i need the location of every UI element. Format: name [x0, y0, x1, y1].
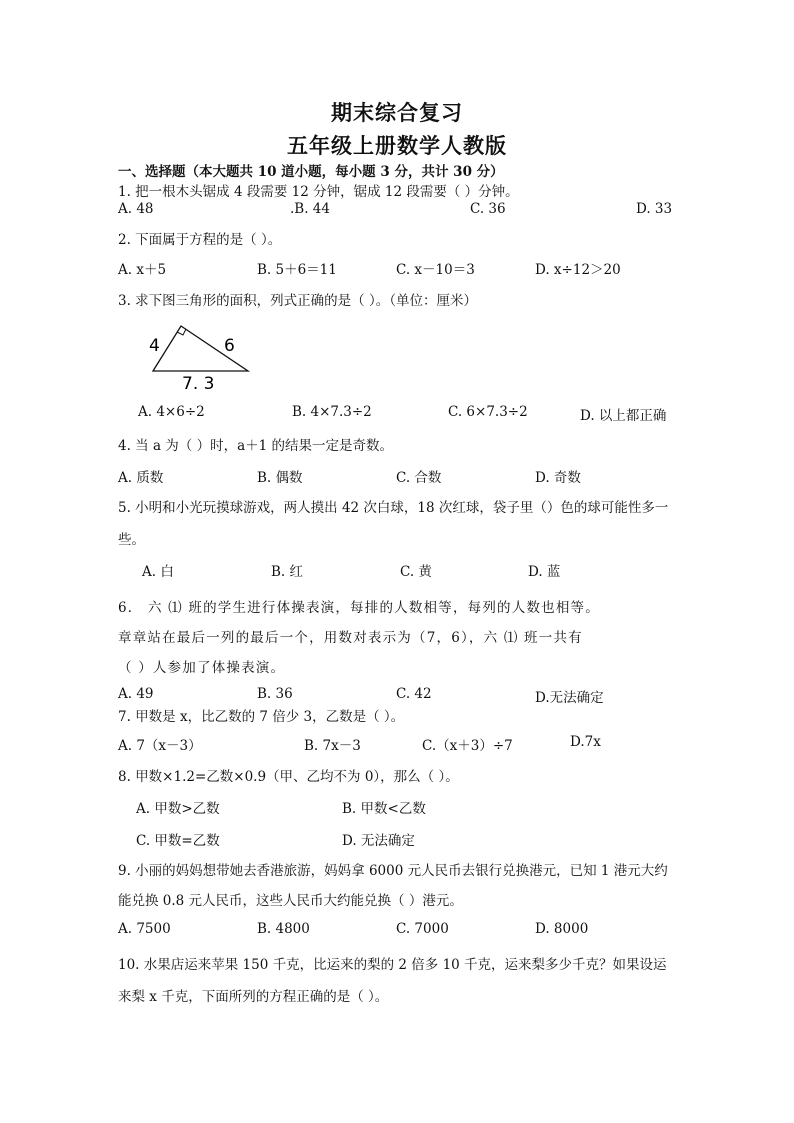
question-8-option-a: A. 甲数>乙数 — [136, 801, 220, 817]
question-9-stem-line-2: 能兑换 0.8 元人民币，这些人民币大约能兑换（ ）港元。 — [118, 893, 463, 909]
question-4-option-b: B. 偶数 — [257, 470, 303, 486]
question-9-stem-line-1: 9. 小丽的妈妈想带她去香港旅游，妈妈拿 6000 元人民币去银行兑换港元，已知 1 港元大约 — [118, 863, 668, 879]
document-title: 期末综合复习 — [331, 100, 463, 125]
question-5-option-d: D. 蓝 — [528, 564, 561, 580]
question-6-stem-line-3: （ ）人参加了体操表演。 — [118, 660, 286, 676]
question-6-option-d: D.无法确定 — [535, 690, 604, 706]
triangle-side-left-label: 4 — [149, 336, 160, 356]
question-2-option-a: A. x＋5 — [118, 262, 167, 278]
triangle-side-right-label: 6 — [224, 336, 235, 356]
document-subtitle: 五年级上册数学人教版 — [287, 133, 507, 158]
question-3-option-b: B. 4×7.3÷2 — [292, 404, 372, 420]
question-3-stem: 3. 求下图三角形的面积，列式正确的是（ ）。（单位：厘米） — [118, 293, 477, 309]
question-9-option-d: D. 8000 — [535, 921, 589, 937]
question-2-option-d: D. x÷12＞20 — [535, 262, 621, 278]
question-7-option-a: A. 7（x－3） — [118, 738, 202, 754]
question-5-stem-line-1: 5. 小明和小光玩摸球游戏，两人摸出 42 次白球，18 次红球，袋子里（）色的球可能性多一 — [118, 500, 669, 516]
question-8-option-d: D. 无法确定 — [342, 833, 415, 849]
question-7-option-c: C.（x＋3）÷7 — [422, 738, 513, 754]
question-1-option-a: A. 48 — [118, 201, 154, 217]
question-5-stem-line-2: 些。 — [118, 532, 145, 548]
question-5-option-a: A. 白 — [142, 564, 174, 580]
question-6-option-b: B. 36 — [257, 686, 293, 702]
question-3-option-a: A. 4×6÷2 — [138, 404, 205, 420]
question-9-option-b: B. 4800 — [257, 921, 310, 937]
question-4-option-c: C. 合数 — [396, 470, 442, 486]
question-1-option-c: C. 36 — [470, 201, 506, 217]
question-2-stem: 2. 下面属于方程的是（ ）。 — [118, 232, 282, 248]
triangle-base-label: 7. 3 — [182, 374, 215, 394]
question-3-option-c: C. 6×7.3÷2 — [448, 404, 528, 420]
question-10-stem-line-2: 来梨 x 千克，下面所列的方程正确的是（ ）。 — [118, 989, 389, 1005]
question-7-stem: 7. 甲数是 x，比乙数的 7 倍少 3，乙数是（ ）。 — [118, 709, 405, 725]
question-5-option-c: C. 黄 — [400, 564, 432, 580]
question-9-option-c: C. 7000 — [396, 921, 449, 937]
question-1-option-b: .B. 44 — [290, 201, 330, 217]
question-1-stem: 1. 把一根木头锯成 4 段需要 12 分钟，锯成 12 段需要（ ）分钟。 — [118, 184, 519, 200]
question-6-stem-line-1: 6． 六 ⑴ 班的学生进行体操表演，每排的人数相等，每列的人数也相等。 — [118, 600, 600, 616]
question-4-stem: 4. 当 a 为（ ）时，a＋1 的结果一定是奇数。 — [118, 438, 394, 454]
question-8-option-c: C. 甲数=乙数 — [136, 833, 220, 849]
question-1-option-d: D. 33 — [636, 201, 673, 217]
question-4-option-a: A. 质数 — [118, 470, 164, 486]
question-5-option-b: B. 红 — [271, 564, 304, 580]
question-2-option-b: B. 5＋6＝11 — [257, 262, 337, 278]
question-9-option-a: A. 7500 — [118, 921, 171, 937]
question-8-stem: 8. 甲数×1.2=乙数×0.9（甲、乙均不为 0），那么（ ）。 — [118, 769, 459, 785]
question-6-stem-line-2: 章章站在最后一列的最后一个，用数对表示为（7，6），六 ⑴ 班一共有 — [118, 630, 583, 646]
question-3-option-d: D. 以上都正确 — [580, 408, 667, 424]
question-7-option-b: B. 7x－3 — [304, 738, 361, 754]
question-7-option-d: D.7x — [570, 734, 601, 750]
question-10-stem-line-1: 10. 水果店运来苹果 150 千克，比运来的梨的 2 倍多 10 千克，运来梨多少千克？如果设运 — [118, 957, 667, 973]
question-2-option-c: C. x－10＝3 — [396, 262, 475, 278]
right-triangle-figure — [140, 318, 260, 394]
section-heading: 一、选择题（本大题共 10 道小题，每小题 3 分，共计 30 分） — [118, 164, 504, 180]
question-6-option-c: C. 42 — [396, 686, 432, 702]
question-6-option-a: A. 49 — [118, 686, 154, 702]
question-4-option-d: D. 奇数 — [535, 470, 581, 486]
question-8-option-b: B. 甲数<乙数 — [342, 801, 426, 817]
